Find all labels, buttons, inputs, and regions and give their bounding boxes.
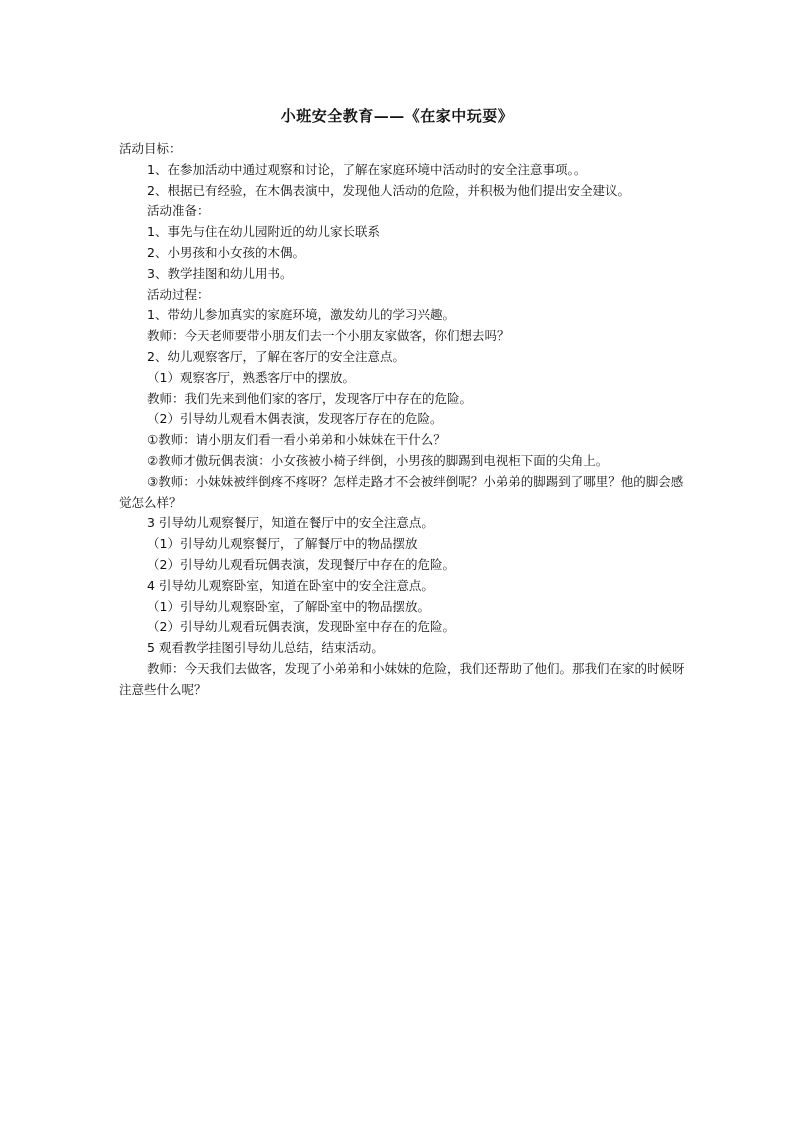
process-substep-2-2: （2）引导幼儿观看木偶表演，发现客厅存在的危险。 xyxy=(147,411,443,427)
process-substep-3-1: （1）引导幼儿观察餐厅，了解餐厅中的物品摆放 xyxy=(147,536,418,552)
process-substep-2-1: （1）观察客厅，熟悉客厅中的摆放。 xyxy=(147,369,355,385)
teacher-line-1: 教师：今天老师要带小朋友们去一个小朋友家做客，你们想去吗？ xyxy=(147,328,510,344)
document-body xyxy=(119,139,689,701)
section-heading-goals: 活动目标： xyxy=(119,141,182,156)
process-step-4: 4 引导幼儿观察卧室，知道在卧室中的安全注意点。 xyxy=(147,577,434,593)
process-substep-4-2: （2）引导幼儿观看玩偶表演，发现卧室中存在的危险。 xyxy=(147,619,455,635)
document-title: 小班安全教育——《在家中玩耍》 xyxy=(280,107,514,125)
goal-item-1: 1、在参加活动中通过观察和讨论，了解在家庭环境中活动时的安全注意事项。。 xyxy=(147,161,587,177)
preparation-item-3: 3、教学挂图和幼儿用书。 xyxy=(147,265,293,281)
teacher-line-circled-1: ①教师：请小朋友们看一看小弟弟和小妹妹在干什么？ xyxy=(147,432,446,448)
teacher-line-circled-2: ②教师才傲玩偶表演：小女孩被小椅子绊倒，小男孩的脚踢到电视柜下面的尖角上。 xyxy=(147,452,609,468)
process-step-3: 3 引导幼儿观察餐厅，知道在餐厅中的安全注意点。 xyxy=(147,515,434,531)
process-step-5: 5 观看教学挂图引导幼儿总结，结束活动。 xyxy=(147,640,384,656)
teacher-closing-line: 教师：今天我们去做客，发现了小弟弟和小妹妹的危险，我们还帮助了他们。那我们在家的时候呀注意些什么呢？ xyxy=(119,660,685,697)
process-step-2: 2、幼儿观察客厅，了解在客厅的安全注意点。 xyxy=(147,348,405,364)
section-heading-process: 活动过程： xyxy=(147,286,210,302)
teacher-line-circled-3: ③教师：小妹妹被绊倒疼不疼呀？怎样走路才不会被绊倒呢？小弟弟的脚踢到了哪里？他的脚会感觉怎么样？ xyxy=(119,473,684,510)
preparation-item-1: 1、事先与住在幼儿园附近的幼儿家长联系 xyxy=(147,224,380,240)
process-step-1: 1、带幼儿参加真实的家庭环境，激发幼儿的学习兴趣。 xyxy=(147,307,455,323)
process-substep-4-1: （1）引导幼儿观察卧室，了解卧室中的物品摆放。 xyxy=(147,598,430,614)
preparation-item-2: 2、小男孩和小女孩的木偶。 xyxy=(147,244,305,260)
section-heading-preparation: 活动准备： xyxy=(147,203,210,219)
goal-item-2: 2、根据已有经验，在木偶表演中，发现他人活动的危险，并积极为他们提出安全建议。 xyxy=(147,182,630,198)
teacher-line-2: 教师：我们先来到他们家的客厅，发现客厅中存在的危险。 xyxy=(147,390,473,406)
process-substep-3-2: （2）引导幼儿观看玩偶表演，发现餐厅中存在的危险。 xyxy=(147,556,455,572)
